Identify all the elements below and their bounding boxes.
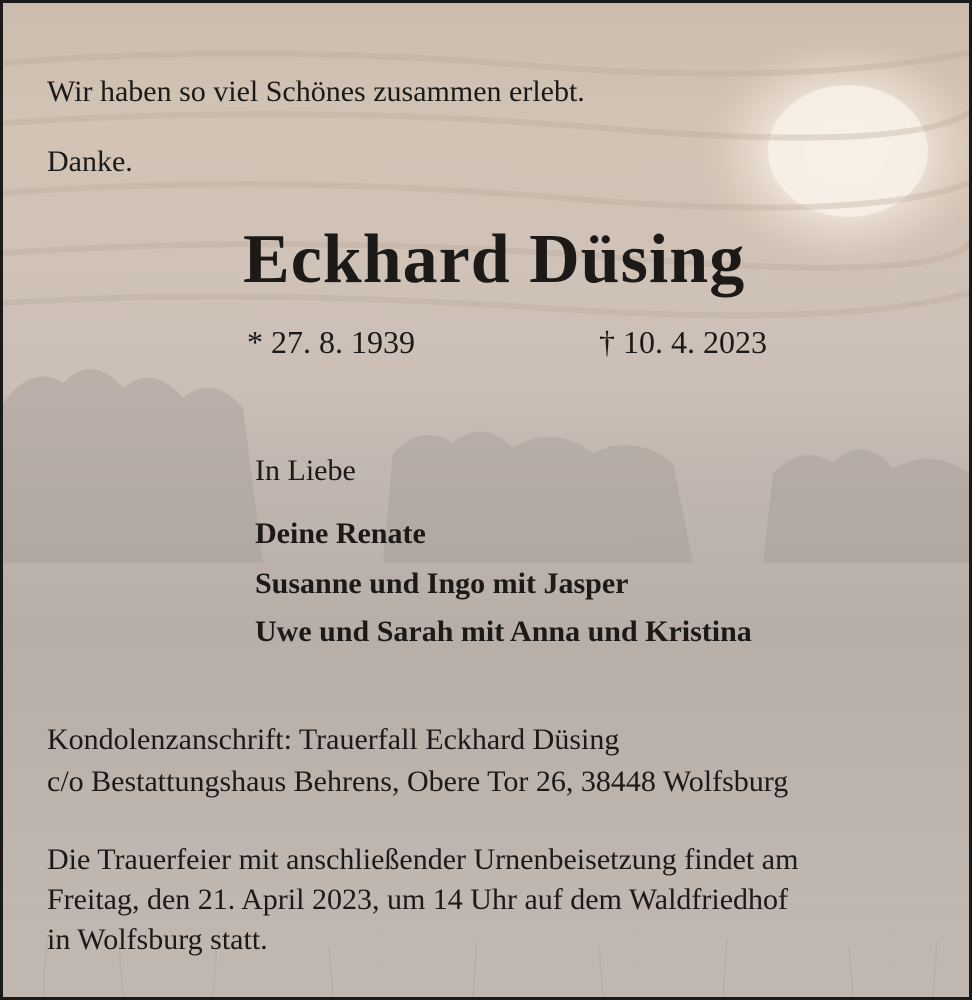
birth-date: * 27. 8. 1939 xyxy=(247,324,415,360)
condolence-address-line-2: c/o Bestattungshaus Behrens, Obere Tor 26, 38448 Wolfsburg xyxy=(47,765,789,798)
intro-line-1: Wir haben so viel Schönes zusammen erlebt. xyxy=(47,75,585,108)
mourners-heading: In Liebe xyxy=(255,454,356,487)
death-date: † 10. 4. 2023 xyxy=(599,324,767,360)
ceremony-line-1: Die Trauerfeier mit anschließender Urnenbeisetzung findet am xyxy=(47,843,799,876)
deceased-name: Eckhard Düsing xyxy=(243,221,746,298)
mourner-name: Deine Renate xyxy=(255,517,426,550)
ceremony-line-3: in Wolfsburg statt. xyxy=(47,923,268,956)
mourner-name: Susanne und Ingo mit Jasper xyxy=(255,567,629,600)
intro-line-2: Danke. xyxy=(47,145,133,178)
condolence-address-line-1: Kondolenzanschrift: Trauerfall Eckhard Düsing xyxy=(47,723,620,756)
ceremony-line-2: Freitag, den 21. April 2023, um 14 Uhr auf dem Waldfriedhof xyxy=(47,883,789,916)
mourner-name: Uwe und Sarah mit Anna und Kristina xyxy=(255,615,752,648)
